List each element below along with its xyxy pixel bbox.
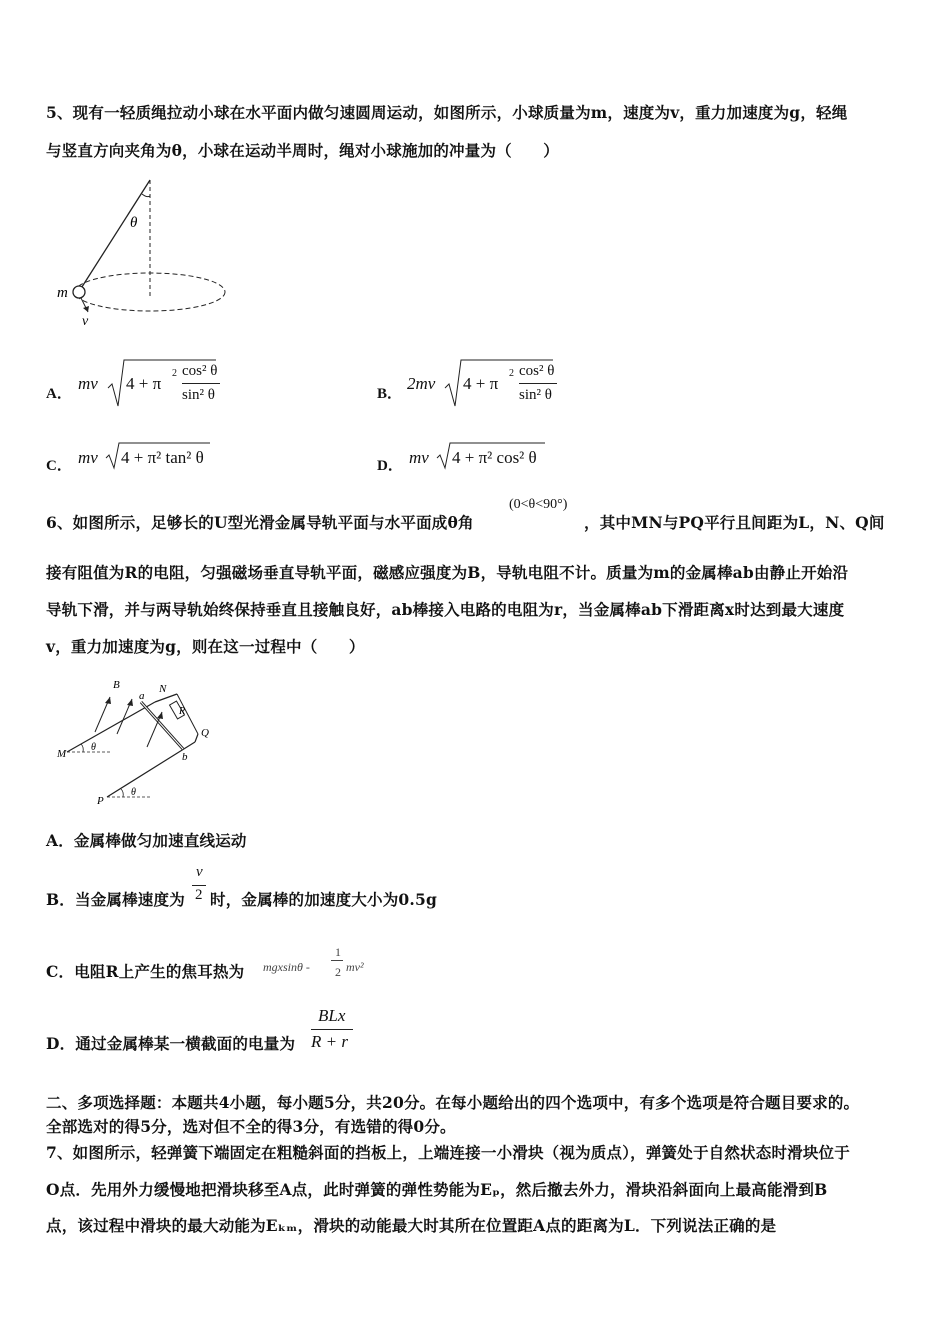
q5-option-c-label[interactable]: C．: [46, 458, 72, 474]
q6-fig-N: N: [159, 683, 167, 695]
q6-stem-line2: 接有阻值为R的电阻，匀强磁场垂直导轨平面，磁感应强度为B，导轨电阻不计。质量为m的金属棒ab由静止开始沿: [46, 563, 849, 582]
q6-fig-R: R: [179, 706, 186, 717]
q5-fig-theta: θ: [130, 215, 138, 231]
q6-angle-range: (0<θ<90°): [509, 497, 568, 512]
q6-fig-b: b: [182, 751, 188, 763]
q6-stem-line3: 导轨下滑，并与两导轨始终保持垂直且接触良好，ab棒接入电路的电阻为r，当金属棒ab下滑距离x时达到最大速度: [46, 600, 845, 619]
q5-stem-line2: 与竖直方向夹角为θ，小球在运动半周时，绳对小球施加的冲量为（ ）: [46, 141, 559, 160]
q5-fig-v: v: [82, 314, 89, 329]
q7-stem-line2: O点．先用外力缓慢地把滑块移至A点，此时弹簧的弹性势能为Eₚ，然后撤去外力，滑块沿斜面向上最高能滑到B: [46, 1180, 828, 1199]
q6-option-a[interactable]: A．金属棒做匀加速直线运动: [46, 831, 247, 850]
q6-stem-line1a: 6、如图所示，足够长的U型光滑金属导轨平面与水平面成θ角: [46, 513, 474, 532]
q6-fig-Q: Q: [201, 727, 209, 739]
q5-stem-line1: 5、现有一轻质绳拉动小球在水平面内做匀速圆周运动，如图所示，小球质量为m，速度为v，重力加速度为g，轻绳: [46, 103, 848, 122]
q6-stem-line1b: ，其中MN与PQ平行且间距为L，N、Q间: [584, 513, 885, 532]
q6-fig-theta-1: θ: [91, 742, 96, 753]
q7-stem-line3: 点，该过程中滑块的最大动能为Eₖₘ，滑块的动能最大时其所在位置距A点的距离为L．下列说法正确的是: [46, 1216, 777, 1235]
q6-fig-a: a: [139, 690, 145, 702]
q6-inclined-rails-figure: [55, 672, 220, 807]
q6-fig-P: P: [97, 795, 104, 807]
q6-fig-M: M: [57, 748, 67, 760]
q5-option-b-label[interactable]: B．: [377, 386, 403, 402]
q6-fig-B: B: [113, 679, 120, 691]
q5-conical-pendulum-figure: [50, 172, 235, 332]
q6-stem-line4: v，重力加速度为g，则在这一过程中（ ）: [46, 637, 365, 656]
q6-fig-theta-2: θ: [131, 787, 136, 798]
q5-option-d-label[interactable]: D．: [377, 458, 403, 474]
q5-fig-m: m: [57, 285, 68, 301]
q5-option-a-label[interactable]: A．: [46, 386, 72, 402]
section2-instructions-line1: 二、多项选择题：本题共4小题，每小题5分，共20分。在每小题给出的四个选项中，有多个选项是符合题目要求的。: [46, 1093, 860, 1112]
q7-stem-line1: 7、如图所示，轻弹簧下端固定在粗糙斜面的挡板上，上端连接一小滑块（视为质点），弹簧处于自然状态时滑块位于: [46, 1143, 850, 1162]
section2-instructions-line2: 全部选对的得5分，选对但不全的得3分，有选错的得0分。: [46, 1117, 456, 1136]
